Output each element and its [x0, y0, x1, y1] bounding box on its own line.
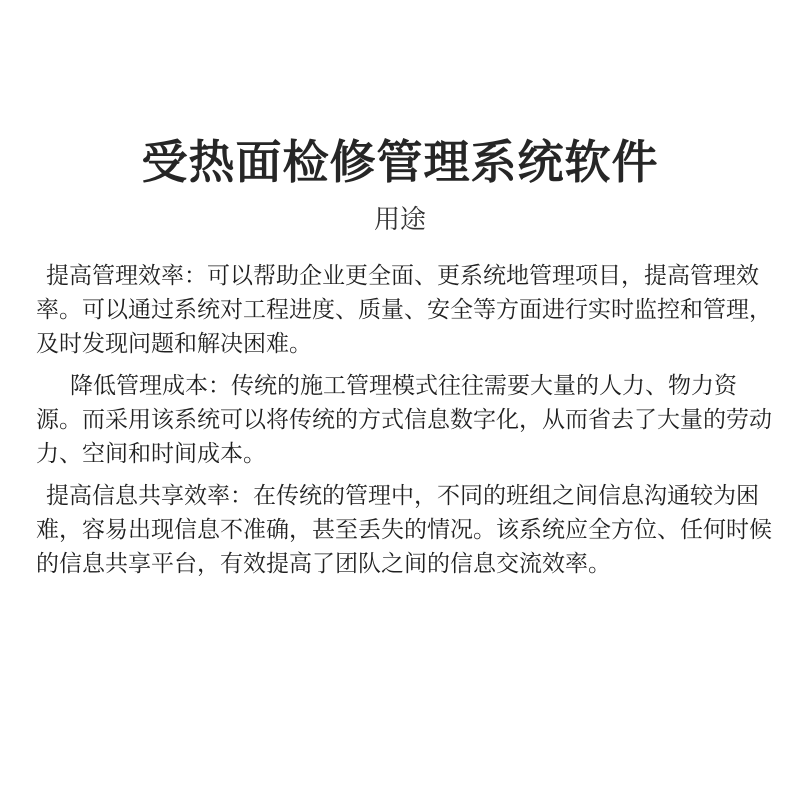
paragraph-cost-reduction: 降低管理成本：传统的施工管理模式往往需要大量的人力、物力资源。而采用该系统可以将传统的方式信息数字化，从而省去了大量的劳动力、空间和时间成本。 — [36, 373, 772, 467]
page-title: 受热面检修管理系统软件 — [141, 135, 659, 189]
page-subtitle: 用途 — [373, 205, 426, 235]
paragraph-information-sharing: 提高信息共享效率：在传统的管理中，不同的班组之间信息沟通较为困难，容易出现信息不准确，甚至丢失的情况。该系统应全方位、任何时候的信息共享平台，有效提高了团队之间的信息交流效率。 — [36, 483, 772, 577]
paragraph-management-efficiency: 提高管理效率：可以帮助企业更全面、更系统地管理项目，提高管理效率。可以通过系统对工程进度、质量、安全等方面进行实时监控和管理，及时发现问题和解决困难。 — [36, 263, 772, 357]
document-body — [36, 259, 772, 589]
